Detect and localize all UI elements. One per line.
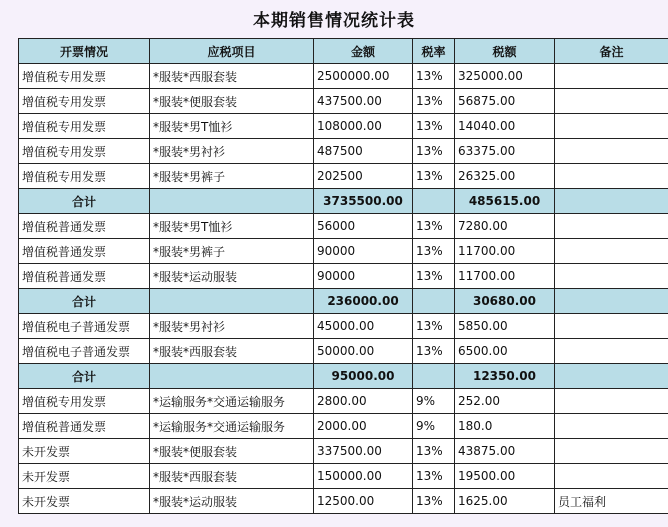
amount-cell: 202500 bbox=[314, 164, 413, 189]
remark-cell bbox=[555, 414, 668, 439]
tax-rate-cell: 13% bbox=[413, 439, 455, 464]
taxable-item-cell: *服装*西服套装 bbox=[150, 464, 314, 489]
amount-cell: 437500.00 bbox=[314, 89, 413, 114]
invoice-status-cell: 增值税普通发票 bbox=[19, 414, 150, 439]
remark-cell bbox=[555, 89, 668, 114]
tax-rate-cell: 13% bbox=[413, 214, 455, 239]
table-row bbox=[19, 439, 668, 464]
table-row bbox=[19, 64, 668, 89]
amount-cell: 2800.00 bbox=[314, 389, 413, 414]
amount-cell: 50000.00 bbox=[314, 339, 413, 364]
remark-cell bbox=[555, 239, 668, 264]
amount-cell: 95000.00 bbox=[314, 364, 413, 389]
table-row bbox=[19, 414, 668, 439]
table-row bbox=[19, 464, 668, 489]
taxable-item-cell: *运输服务*交通运输服务 bbox=[150, 389, 314, 414]
remark-cell bbox=[555, 464, 668, 489]
subtotal-label: 合计 bbox=[19, 364, 150, 389]
invoice-status-cell: 未开发票 bbox=[19, 489, 150, 514]
taxable-item-cell bbox=[150, 289, 314, 314]
amount-cell: 90000 bbox=[314, 264, 413, 289]
tax-rate-cell bbox=[413, 364, 455, 389]
subtotal-row bbox=[19, 289, 668, 314]
tax-rate-cell: 13% bbox=[413, 314, 455, 339]
table-row bbox=[19, 139, 668, 164]
tax-amount-cell: 12350.00 bbox=[455, 364, 555, 389]
subtotal-label: 合计 bbox=[19, 189, 150, 214]
tax-amount-cell: 11700.00 bbox=[455, 239, 555, 264]
remark-cell: 员工福利 bbox=[555, 489, 668, 514]
amount-cell: 487500 bbox=[314, 139, 413, 164]
tax-amount-cell: 26325.00 bbox=[455, 164, 555, 189]
invoice-status-cell: 未开发票 bbox=[19, 439, 150, 464]
tax-amount-cell: 11700.00 bbox=[455, 264, 555, 289]
table-row bbox=[19, 314, 668, 339]
tax-amount-cell: 43875.00 bbox=[455, 439, 555, 464]
remark-cell bbox=[555, 314, 668, 339]
remark-cell bbox=[555, 214, 668, 239]
table-row bbox=[19, 239, 668, 264]
page-title: 本期销售情况统计表 bbox=[253, 11, 415, 31]
remark-cell bbox=[555, 339, 668, 364]
remark-cell bbox=[555, 189, 668, 214]
invoice-status-cell: 增值税专用发票 bbox=[19, 164, 150, 189]
tax-rate-cell: 13% bbox=[413, 114, 455, 139]
table-row bbox=[19, 264, 668, 289]
amount-cell: 108000.00 bbox=[314, 114, 413, 139]
remark-cell bbox=[555, 64, 668, 89]
taxable-item-cell: *服装*男衬衫 bbox=[150, 139, 314, 164]
table-row bbox=[19, 164, 668, 189]
tax-rate-cell: 13% bbox=[413, 339, 455, 364]
table-row bbox=[19, 489, 668, 514]
invoice-status-cell: 增值税普通发票 bbox=[19, 214, 150, 239]
tax-rate-cell bbox=[413, 189, 455, 214]
remark-cell bbox=[555, 264, 668, 289]
amount-cell: 12500.00 bbox=[314, 489, 413, 514]
invoice-status-cell: 未开发票 bbox=[19, 464, 150, 489]
tax-rate-cell: 13% bbox=[413, 89, 455, 114]
table-row bbox=[19, 89, 668, 114]
taxable-item-cell: *服装*男裤子 bbox=[150, 239, 314, 264]
invoice-status-cell: 增值税专用发票 bbox=[19, 139, 150, 164]
header-taxable-item: 应税项目 bbox=[150, 39, 314, 64]
tax-rate-cell: 13% bbox=[413, 489, 455, 514]
amount-cell: 337500.00 bbox=[314, 439, 413, 464]
invoice-status-cell: 增值税电子普通发票 bbox=[19, 339, 150, 364]
taxable-item-cell: *服装*运动服装 bbox=[150, 264, 314, 289]
tax-amount-cell: 252.00 bbox=[455, 389, 555, 414]
header-remark: 备注 bbox=[555, 39, 668, 64]
invoice-status-cell: 增值税专用发票 bbox=[19, 64, 150, 89]
remark-cell bbox=[555, 139, 668, 164]
taxable-item-cell: *服装*男裤子 bbox=[150, 164, 314, 189]
taxable-item-cell bbox=[150, 189, 314, 214]
tax-rate-cell: 13% bbox=[413, 64, 455, 89]
invoice-status-cell: 增值税专用发票 bbox=[19, 89, 150, 114]
amount-cell: 56000 bbox=[314, 214, 413, 239]
taxable-item-cell: *服装*男衬衫 bbox=[150, 314, 314, 339]
taxable-item-cell: *服装*便服套装 bbox=[150, 89, 314, 114]
taxable-item-cell: *服装*男T恤衫 bbox=[150, 114, 314, 139]
tax-rate-cell: 13% bbox=[413, 464, 455, 489]
tax-amount-cell: 30680.00 bbox=[455, 289, 555, 314]
taxable-item-cell: *运输服务*交通运输服务 bbox=[150, 414, 314, 439]
remark-cell bbox=[555, 164, 668, 189]
remark-cell bbox=[555, 389, 668, 414]
amount-cell: 45000.00 bbox=[314, 314, 413, 339]
tax-amount-cell: 1625.00 bbox=[455, 489, 555, 514]
tax-amount-cell: 7280.00 bbox=[455, 214, 555, 239]
invoice-status-cell: 增值税专用发票 bbox=[19, 389, 150, 414]
amount-cell: 3735500.00 bbox=[314, 189, 413, 214]
tax-rate-cell: 9% bbox=[413, 389, 455, 414]
taxable-item-cell: *服装*西服套装 bbox=[150, 64, 314, 89]
tax-amount-cell: 63375.00 bbox=[455, 139, 555, 164]
table-row bbox=[19, 114, 668, 139]
taxable-item-cell bbox=[150, 364, 314, 389]
tax-amount-cell: 5850.00 bbox=[455, 314, 555, 339]
tax-amount-cell: 56875.00 bbox=[455, 89, 555, 114]
table-row bbox=[19, 214, 668, 239]
taxable-item-cell: *服装*西服套装 bbox=[150, 339, 314, 364]
amount-cell: 90000 bbox=[314, 239, 413, 264]
tax-amount-cell: 325000.00 bbox=[455, 64, 555, 89]
table-row bbox=[19, 339, 668, 364]
tax-rate-cell: 13% bbox=[413, 239, 455, 264]
invoice-status-cell: 增值税电子普通发票 bbox=[19, 314, 150, 339]
tax-amount-cell: 180.0 bbox=[455, 414, 555, 439]
tax-amount-cell: 485615.00 bbox=[455, 189, 555, 214]
taxable-item-cell: *服装*运动服装 bbox=[150, 489, 314, 514]
tax-rate-cell: 13% bbox=[413, 264, 455, 289]
subtotal-row bbox=[19, 364, 668, 389]
tax-rate-cell bbox=[413, 289, 455, 314]
invoice-status-cell: 增值税普通发票 bbox=[19, 239, 150, 264]
invoice-status-cell: 增值税专用发票 bbox=[19, 114, 150, 139]
header-row bbox=[19, 39, 668, 64]
tax-rate-cell: 9% bbox=[413, 414, 455, 439]
remark-cell bbox=[555, 364, 668, 389]
tax-amount-cell: 19500.00 bbox=[455, 464, 555, 489]
tax-amount-cell: 6500.00 bbox=[455, 339, 555, 364]
tax-rate-cell: 13% bbox=[413, 139, 455, 164]
amount-cell: 2000.00 bbox=[314, 414, 413, 439]
remark-cell bbox=[555, 114, 668, 139]
invoice-status-cell: 增值税普通发票 bbox=[19, 264, 150, 289]
amount-cell: 150000.00 bbox=[314, 464, 413, 489]
tax-amount-cell: 14040.00 bbox=[455, 114, 555, 139]
sales-summary-table bbox=[18, 38, 668, 514]
header-amount: 金额 bbox=[314, 39, 413, 64]
taxable-item-cell: *服装*便服套装 bbox=[150, 439, 314, 464]
tax-rate-cell: 13% bbox=[413, 164, 455, 189]
header-invoice-status: 开票情况 bbox=[19, 39, 150, 64]
subtotal-row bbox=[19, 189, 668, 214]
remark-cell bbox=[555, 289, 668, 314]
remark-cell bbox=[555, 439, 668, 464]
table-row bbox=[19, 389, 668, 414]
amount-cell: 2500000.00 bbox=[314, 64, 413, 89]
header-tax-amount: 税额 bbox=[455, 39, 555, 64]
taxable-item-cell: *服装*男T恤衫 bbox=[150, 214, 314, 239]
subtotal-label: 合计 bbox=[19, 289, 150, 314]
amount-cell: 236000.00 bbox=[314, 289, 413, 314]
header-tax-rate: 税率 bbox=[413, 39, 455, 64]
